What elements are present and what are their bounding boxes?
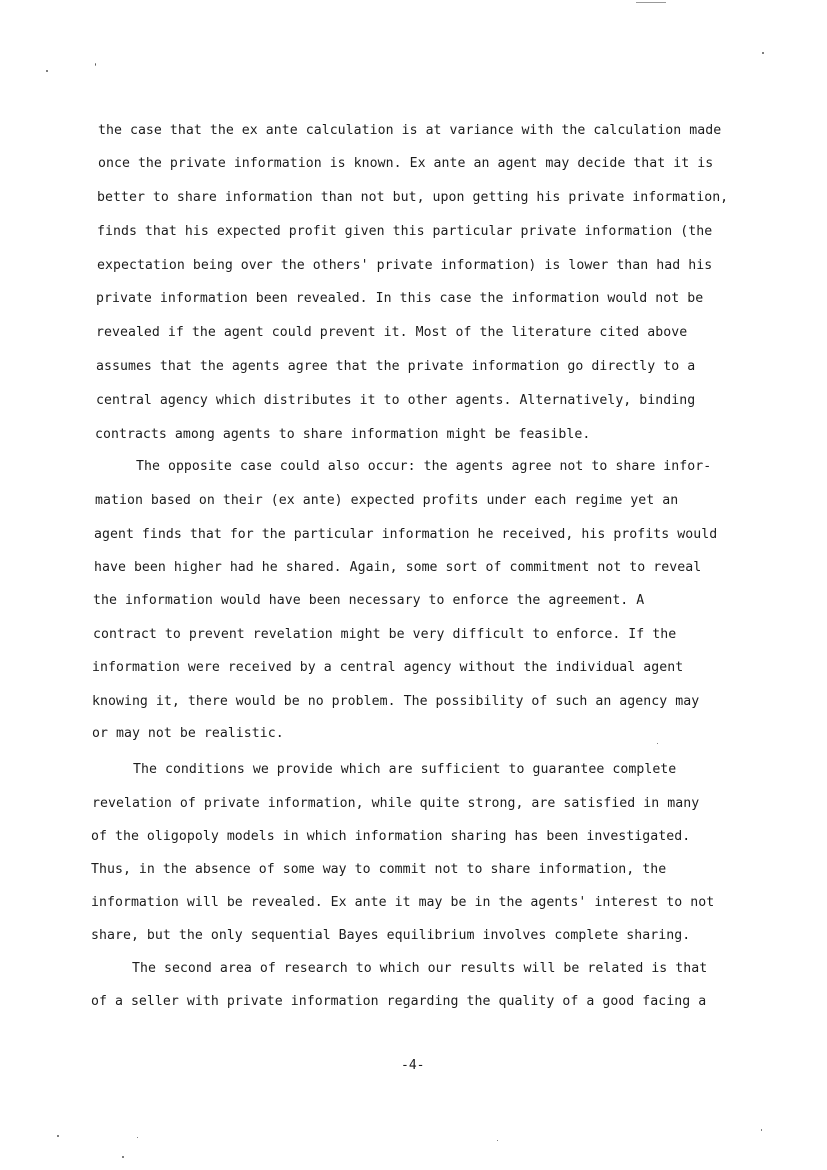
text-line: revealed if the agent could prevent it. Most of the literature cited above [96,325,688,340]
text-line: information will be revealed. Ex ante it may be in the agents' interest to not [91,895,715,910]
text-line: the case that the ex ante calculation is at variance with the calculation made [98,123,722,138]
text-line: central agency which distributes it to other agents. Alternatively, binding [96,393,696,408]
text-line: better to share information than not but, upon getting his private information, [97,190,729,205]
text-line: of a seller with private information regarding the quality of a good facing a [91,994,707,1009]
scan-speck [95,63,96,66]
scan-speck [657,743,658,744]
text-line: expectation being over the others' private information) is lower than had his [97,258,713,273]
text-line: private information been revealed. In this case the information would not be [96,291,704,306]
text-line: knowing it, there would be no problem. The possibility of such an agency may [92,694,700,709]
text-line: once the private information is known. Ex ante an agent may decide that it is [98,156,714,171]
scan-speck [57,1135,59,1137]
text-line: information were received by a central agency without the individual agent [92,660,684,675]
text-line: Thus, in the absence of some way to commit not to share information, the [91,862,667,877]
text-line: share, but the only sequential Bayes equilibrium involves complete sharing. [91,928,691,943]
text-line: The conditions we provide which are sufficient to guarantee complete [133,762,677,777]
scan-speck [122,1156,124,1158]
scan-speck [497,1140,498,1141]
scan-speck [46,70,48,72]
text-line: assumes that the agents agree that the private information go directly to a [96,359,696,374]
text-line: The second area of research to which our results will be related is that [132,961,708,976]
text-line: agent finds that for the particular information he received, his profits would [94,527,718,542]
text-line: mation based on their (ex ante) expected profits under each regime yet an [95,493,679,508]
scan-speck [762,52,764,54]
scan-speck [137,1137,138,1138]
text-line: finds that his expected profit given this particular private information (the [97,224,713,239]
scan-speck [636,2,666,3]
text-line: The opposite case could also occur: the agents agree not to share infor- [136,459,712,474]
text-line: revelation of private information, while quite strong, are satisfied in many [92,796,700,811]
text-line: of the oligopoly models in which information sharing has been investigated. [91,829,691,844]
text-line: contract to prevent revelation might be very difficult to enforce. If the [93,627,677,642]
page-number: -4- [401,1058,425,1073]
text-line: contracts among agents to share information might be feasible. [95,427,591,442]
text-line: the information would have been necessary to enforce the agreement. A [93,593,645,608]
text-line: or may not be realistic. [92,726,284,741]
scan-speck [761,1129,762,1131]
text-line: have been higher had he shared. Again, some sort of commitment not to reveal [94,560,702,575]
